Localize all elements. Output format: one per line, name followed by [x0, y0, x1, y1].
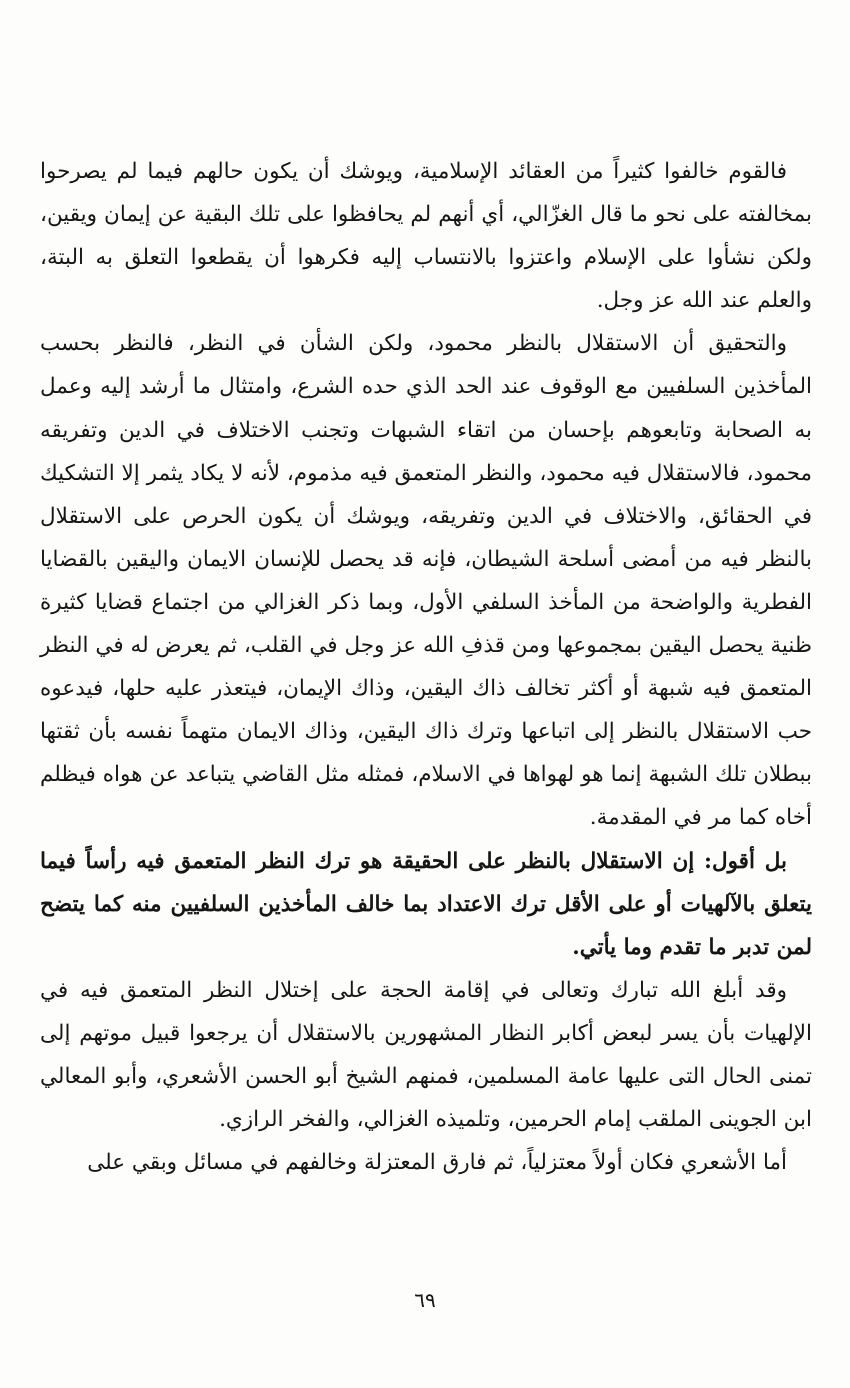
paragraph-3: بل أقول: إن الاستقلال بالنظر على الحقيقة هو ترك النظر المتعمق فيه رأساً فيما يتعلق بالآلهيات أو على الأقل ترك الاعتداد بما خالف المأخذين السلفيين منه كما يتضح لمن تدبر ما تقدم وما يأتي.	[40, 848, 812, 960]
paragraph-2: والتحقيق أن الاستقلال بالنظر محمود، ولكن الشأن في النظر، فالنظر بحسب المأخذين السلفيين مع الوقوف عند الحد الذي حده الشرع، وامتثال ما أرشد إليه وعمل به الصحابة وتابعوهم بإحسان من اتقاء الشبهات وتجنب الاختلاف في الدين وتفريقه محمود، فالاستقلال فيه محمود، والنظر المتعمق فيه مذموم، لأنه لا يكاد يثمر إلا التشكيك في الحقائق، والاختلاف في الدين وتفريقه، ويوشك أن يكون الحرص على الاستقلال بالنظر فيه من أمضى أسلحة الشيطان، فإنه قد يحصل للإنسان الايمان واليقين بالقضايا الفطرية والواضحة من المأخذ السلفي الأول، وبما ذكر الغزالي من اجتماع قضايا كثيرة ظنية يحصل اليقين بمجموعها ومن قذفِ الله عز وجل في القلب، ثم يعرض له في النظر المتعمق فيه شبهة أو أكثر تخالف ذاك اليقين، وذاك الإيمان، فيتعذر عليه حلها، فيدعوه حب الاستقلال بالنظر إلى اتباعها وترك ذاك اليقين، وذاك الايمان متهماً نفسه بأن ثقتها ببطلان تلك الشبهة إنما هو لهواها في الاسلام، فمثله مثل القاضي يتباعد عن هواه فيظلم أخاه كما مر في المقدمة.	[40, 331, 812, 831]
paragraph-4: وقد أبلغ الله تبارك وتعالى في إقامة الحجة على إختلال النظر المتعمق فيه في الإلهيات بأن يسر لبعض أكابر النظار المشهورين بالاستقلال أن يرجعوا قبيل موتهم إلى تمنى الحال التى عليها عامة المسلمين، فمنهم الشيخ أبو الحسن الأشعري، وأبو المعالي ابن الجوينى الملقب إمام الحرمين، وتلميذه الغزالي، والفخر الرازي.	[40, 977, 812, 1133]
paragraph-1: فالقوم خالفوا كثيراً من العقائد الإسلامية، ويوشك أن يكون حالهم فيما لم يصرحوا بمخالفته على نحو ما قال الغزّالي، أي أنهم لم يحافظوا على تلك البقية عن إيمان ويقين، ولكن نشأوا على الإسلام واعتزوا بالانتساب إليه فكرهوا أن يقطعوا التعلق به البتة، والعلم عند الله عز وجل.	[40, 159, 812, 314]
page-body-text	[40, 150, 812, 1184]
paragraph-5: أما الأشعري فكان أولاً معتزلياً، ثم فارق المعتزلة وخالفهم في مسائل وبقي على	[87, 1150, 787, 1176]
page-number: ٦٩	[414, 1288, 436, 1312]
